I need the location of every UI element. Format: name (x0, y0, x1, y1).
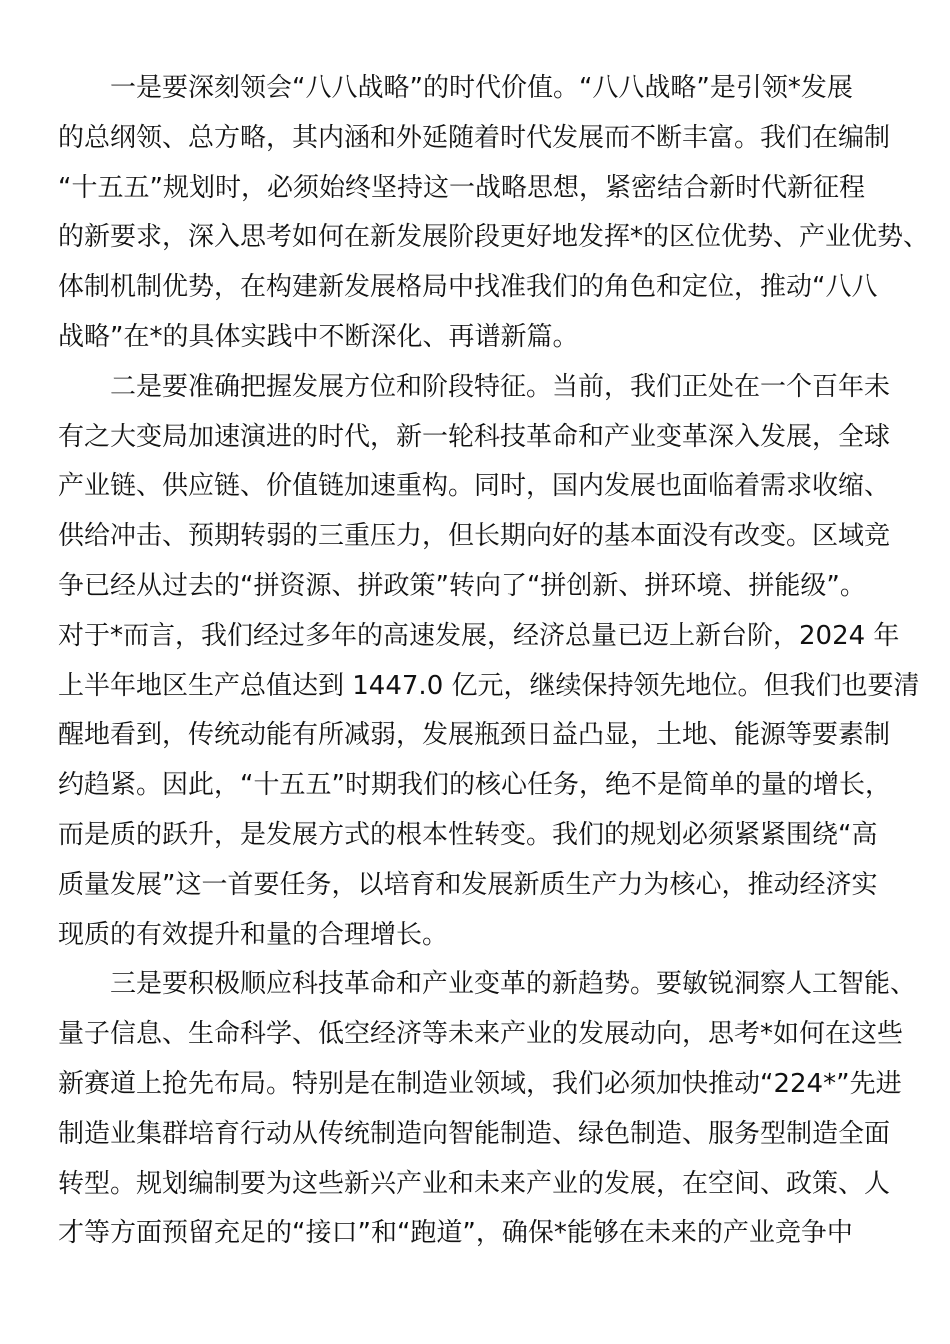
text-line: 供给冲击、预期转弱的三重压力，但长期向好的基本面没有改变。区域竞 (58, 521, 891, 552)
text-line: 约趋紧。因此，“十五五”时期我们的核心任务，绝不是简单的量的增长， (58, 770, 891, 801)
text-line: 的新要求，深入思考如何在新发展阶段更好地发挥*的区位优势、产业优势、 (58, 222, 930, 253)
text-line: 产业链、供应链、价值链加速重构。同时，国内发展也面临着需求收缩、 (58, 471, 891, 502)
text-line: 转型。规划编制要为这些新兴产业和未来产业的发展，在空间、政策、人 (58, 1168, 891, 1199)
paragraph-1 (58, 64, 930, 363)
text-line: 而是质的跃升，是发展方式的根本性转变。我们的规划必须紧紧围绕“高 (58, 819, 878, 850)
paragraph-3 (58, 960, 917, 1259)
paragraph-2 (58, 363, 920, 961)
text-line: 质量发展”这一首要任务，以培育和发展新质生产力为核心，推动经济实 (58, 869, 878, 900)
text-line: 新赛道上抢先布局。特别是在制造业领域，我们必须加快推动“224*”先进 (58, 1068, 902, 1099)
text-line: 有之大变局加速演进的时代，新一轮科技革命和产业变革深入发展，全球 (58, 421, 891, 452)
text-line: “十五五”规划时，必须始终坚持这一战略思想，紧密结合新时代新征程 (58, 172, 865, 203)
text-line: 对于*而言，我们经过多年的高速发展，经济总量已迈上新台阶，2024 年 (58, 620, 900, 651)
text-line: 上半年地区生产总值达到 1447.0 亿元，继续保持领先地位。但我们也要清 (58, 670, 920, 701)
text-line: 二是要准确把握发展方位和阶段特征。当前，我们正处在一个百年未 (110, 371, 891, 402)
text-line: 一是要深刻领会“八八战略”的时代价值。“八八战略”是引领*发展 (110, 73, 853, 103)
text-line: 的总纲领、总方略，其内涵和外延随着时代发展而不断丰富。我们在编制 (58, 122, 891, 153)
text-line: 争已经从过去的“拼资源、拼政策”转向了“拼创新、拼环境、拼能级”。 (58, 570, 866, 601)
text-line: 醒地看到，传统动能有所减弱，发展瓶颈日益凸显，土地、能源等要素制 (58, 720, 891, 751)
text-line: 量子信息、生命科学、低空经济等未来产业的发展动向，思考*如何在这些 (58, 1019, 904, 1050)
text-line: 现质的有效提升和量的合理增长。 (58, 919, 449, 950)
document-page (58, 64, 930, 1259)
text-line: 战略”在*的具体实践中不断深化、再谱新篇。 (58, 321, 579, 352)
text-line: 体制机制优势，在构建新发展格局中找准我们的角色和定位，推动“八八 (58, 272, 878, 303)
text-line: 才等方面预留充足的“接口”和“跑道”，确保*能够在未来的产业竞争中 (58, 1218, 853, 1249)
text-line: 制造业集群培育行动从传统制造向智能制造、绿色制造、服务型制造全面 (58, 1118, 891, 1149)
text-line: 三是要积极顺应科技革命和产业变革的新趋势。要敏锐洞察人工智能、 (110, 969, 917, 1000)
